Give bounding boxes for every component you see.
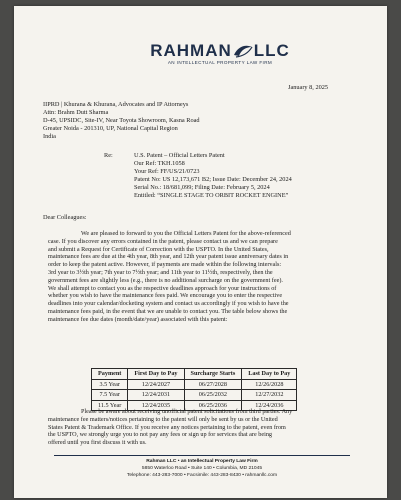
table-cell: 7.5 Year [92,390,128,401]
paragraph-line: the USPTO, we strongly urge you to not pay any fees or sign up for services that are being [48,431,273,439]
table-header-row [92,369,297,380]
footer-contact-line: Telephone: 443-283-7000 • Facsimile: 443-283-8430 • rahmanllc.com [126,473,278,478]
footer-firm-line: Rahman LLC • an Intellectual Property Law Firm [146,459,258,464]
logo-wordmark-right: LLC [253,41,290,60]
paragraph-line: maintenance fee matters/notices pertaining to the patent will only be sent by us or the United [48,415,278,423]
reference-line: Your Ref: FF/US/21/0723 [134,168,200,175]
recipient-line: Greater Noida - 201310, UP, National Capital Region [43,125,178,132]
table-cell: 12/24/2031 [128,390,184,401]
paragraph-line: government fees are slightly less (e.g., there is no additional surcharge on the government fee). [48,276,283,284]
table-cell: 12/26/2028 [242,379,297,390]
paragraph-line: We are pleased to forward to you the Official Letters Patent for the above-referenced [81,230,291,237]
reference-line: Entitled: “SINGLE STAGE TO ORBIT ROCKET ENGINE” [134,192,289,199]
logo-wordmark-left: RAHMAN [150,41,232,60]
salutation: Dear Colleagues: [43,214,87,221]
paragraph-line: maintenance fees paid, in the event that we are unable to contact you. The table below shows the [48,307,288,315]
reference-line: Patent No: US 12,173,671 B2; Issue Date: December 24, 2024 [134,176,292,183]
table-cell: 12/27/2032 [242,390,297,401]
letter-page [14,6,387,498]
table-cell: 11.5 Year [92,400,128,411]
table-cell: 06/25/2032 [184,390,242,401]
paragraph-line: offered until you first discuss it with us. [48,439,147,447]
recipient-line: Attn: Brahm Dutt Sharma [43,109,109,116]
table-cell: 06/27/2028 [184,379,242,390]
paragraph-line: whether you wish to have the maintenance fees paid. We encourage you to enter the respective [48,292,283,300]
paragraph-line: Please be aware about receiving unofficial patent solicitations from third parties. Any [81,408,293,415]
recipient-line: D-45, UPSIDC, Site-IV, Near Toyota Showroom, Kasna Road [43,117,200,124]
reference-line: Serial No.: 18/681,099; Filing Date: February 5, 2024 [134,184,270,191]
paragraph-line: We shall attempt to contact you as the respective deadlines approach for your instructions of [48,284,277,292]
paragraph-line: maintenance fee due dates (month/date/year) associated with this patent: [48,315,228,323]
table-cell: 12/24/2027 [128,379,184,390]
paragraph-line: order to keep the patent active. However, if payments are made within the following intervals: [48,261,282,269]
table-row [92,390,297,401]
table-cell: 3.5 Year [92,379,128,390]
column-header: Surcharge Starts [184,369,242,380]
body-paragraph-2 [48,408,358,447]
reference-label: Re: [104,152,113,159]
table-cell: 06/25/2036 [184,400,242,411]
paragraph-line: States Patent & Trademark Office. If you receive any notices pertaining to the patent, even from [48,423,286,431]
table-cell: 12/24/2036 [242,400,297,411]
reference-line: Our Ref: TKH.1058 [134,160,185,167]
reference-line: U.S. Patent – Official Letters Patent [134,152,225,159]
recipient-line: India [43,133,56,140]
column-header: First Day to Pay [128,369,184,380]
paragraph-line: and submit a Request for Certificate of Correction with the USPTO. In the United States, [48,245,269,253]
table-row [92,379,297,390]
paragraph-line: maintenance fees are due at the 4th year, 8th year, and 12th year patent issue anniversary dates in [48,253,289,261]
maintenance-fee-table [91,368,297,411]
body-paragraph-1 [48,230,358,324]
paragraph-line: case. If you discover any errors contained in the patent, please contact us and we can prepare [48,237,278,245]
paragraph-line: 3rd year to 3½th year; 7th year to 7½th year; and 11th year to 11½th, respectively, then the [48,268,273,276]
letter-date: January 8, 2025 [288,84,329,91]
recipient-line: IIPRD | Khurana & Khurana, Advocates and IP Attorneys [43,101,189,108]
firm-logo [134,42,306,65]
logo-swirl-icon [232,44,254,58]
footer-address-line: 5850 Waterloo Road • Suite 140 • Columbia, MD 21045 [141,466,263,471]
column-header: Last Day to Pay [242,369,297,380]
table-cell: 12/24/2035 [128,400,184,411]
letterhead-footer [54,455,350,479]
paragraph-line: deadlines into your calendar/docketing system and contact us accordingly if you wish to have the [48,300,289,308]
column-header: Payment [92,369,128,380]
logo-tagline: AN INTELLECTUAL PROPERTY LAW FIRM [167,60,273,65]
